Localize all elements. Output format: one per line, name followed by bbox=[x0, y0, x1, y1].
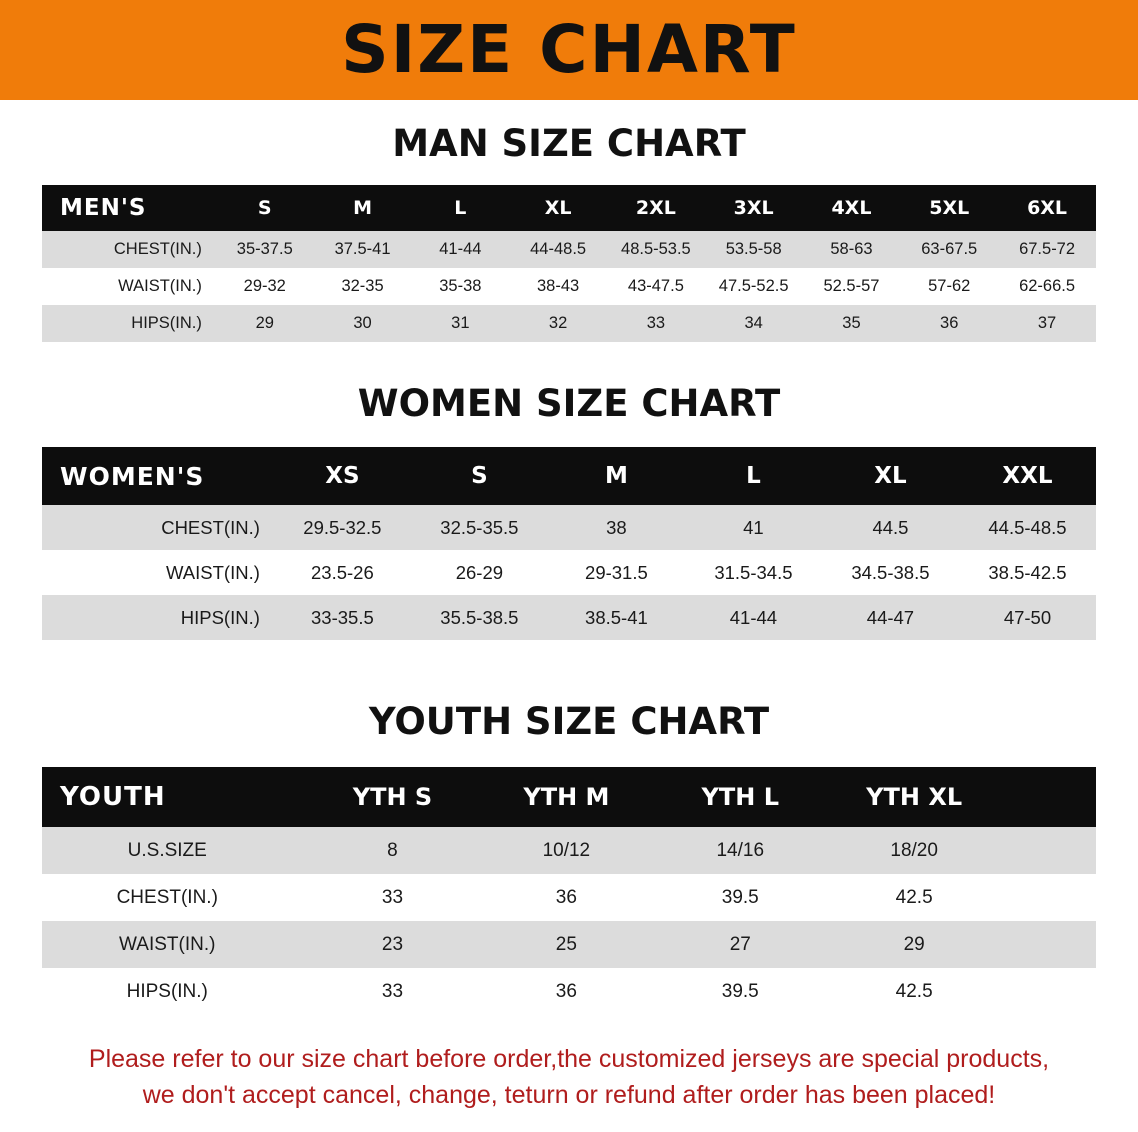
table-cell: 39.5 bbox=[653, 968, 827, 1015]
table-row bbox=[42, 268, 1096, 305]
table-cell: 10/12 bbox=[479, 827, 653, 874]
man-section-heading: MAN SIZE CHART bbox=[392, 122, 746, 165]
women-size-xs: XS bbox=[274, 447, 411, 505]
table-cell: 41-44 bbox=[411, 231, 509, 268]
table-row bbox=[42, 921, 1096, 968]
table-cell: 39.5 bbox=[653, 874, 827, 921]
man-size-m: M bbox=[314, 185, 412, 231]
table-cell: 32.5-35.5 bbox=[411, 505, 548, 550]
table-cell: 29-32 bbox=[216, 268, 314, 305]
table-cell: 36 bbox=[900, 305, 998, 342]
women-table-header bbox=[42, 447, 1096, 505]
youth-row-label-chest: CHEST(IN.) bbox=[42, 874, 306, 921]
table-cell: 44.5 bbox=[822, 505, 959, 550]
table-cell: 62-66.5 bbox=[998, 268, 1096, 305]
table-cell: 38.5-41 bbox=[548, 595, 685, 640]
women-header-label: WOMEN'S bbox=[42, 447, 274, 505]
table-row bbox=[42, 550, 1096, 595]
table-cell: 25 bbox=[479, 921, 653, 968]
women-size-s: S bbox=[411, 447, 548, 505]
women-size-xxl: XXL bbox=[959, 447, 1096, 505]
table-cell: 47-50 bbox=[959, 595, 1096, 640]
man-size-4xl: 4XL bbox=[803, 185, 901, 231]
youth-section-heading: YOUTH SIZE CHART bbox=[368, 700, 770, 743]
man-size-6xl: 6XL bbox=[998, 185, 1096, 231]
table-header-row bbox=[42, 447, 1096, 505]
table-cell: 23.5-26 bbox=[274, 550, 411, 595]
table-cell: 29.5-32.5 bbox=[274, 505, 411, 550]
table-cell: 36 bbox=[479, 968, 653, 1015]
table-cell-spacer bbox=[1001, 874, 1096, 921]
table-cell: 34 bbox=[705, 305, 803, 342]
table-cell: 43-47.5 bbox=[607, 268, 705, 305]
size-chart-banner bbox=[0, 0, 1138, 100]
youth-size-s: YTH S bbox=[306, 767, 480, 827]
table-cell: 38.5-42.5 bbox=[959, 550, 1096, 595]
table-cell: 18/20 bbox=[827, 827, 1001, 874]
youth-size-m: YTH M bbox=[479, 767, 653, 827]
table-cell: 63-67.5 bbox=[900, 231, 998, 268]
table-cell: 26-29 bbox=[411, 550, 548, 595]
man-size-3xl: 3XL bbox=[705, 185, 803, 231]
youth-size-table-wrap bbox=[42, 767, 1096, 1015]
table-cell: 41-44 bbox=[685, 595, 822, 640]
women-size-xl: XL bbox=[822, 447, 959, 505]
table-cell: 33 bbox=[607, 305, 705, 342]
women-size-table-wrap bbox=[42, 447, 1096, 640]
table-cell-spacer bbox=[1001, 921, 1096, 968]
table-cell: 35.5-38.5 bbox=[411, 595, 548, 640]
table-cell: 42.5 bbox=[827, 968, 1001, 1015]
man-size-5xl: 5XL bbox=[900, 185, 998, 231]
youth-size-l: YTH L bbox=[653, 767, 827, 827]
table-cell: 30 bbox=[314, 305, 412, 342]
table-cell: 31.5-34.5 bbox=[685, 550, 822, 595]
policy-note bbox=[38, 1041, 1100, 1114]
table-cell: 44.5-48.5 bbox=[959, 505, 1096, 550]
man-row-label-waist: WAIST(IN.) bbox=[42, 268, 216, 305]
youth-header-label: YOUTH bbox=[42, 767, 306, 827]
youth-size-table bbox=[42, 767, 1096, 1015]
table-cell: 29 bbox=[216, 305, 314, 342]
table-cell: 29 bbox=[827, 921, 1001, 968]
man-size-xl: XL bbox=[509, 185, 607, 231]
table-cell: 32 bbox=[509, 305, 607, 342]
table-cell: 35 bbox=[803, 305, 901, 342]
table-cell: 47.5-52.5 bbox=[705, 268, 803, 305]
table-cell-spacer bbox=[1001, 968, 1096, 1015]
table-row bbox=[42, 595, 1096, 640]
table-cell: 33-35.5 bbox=[274, 595, 411, 640]
youth-size-xl: YTH XL bbox=[827, 767, 1001, 827]
man-size-l: L bbox=[411, 185, 509, 231]
table-row bbox=[42, 305, 1096, 342]
women-size-m: M bbox=[548, 447, 685, 505]
table-cell: 34.5-38.5 bbox=[822, 550, 959, 595]
table-cell: 14/16 bbox=[653, 827, 827, 874]
table-header-row bbox=[42, 185, 1096, 231]
table-cell: 33 bbox=[306, 874, 480, 921]
table-cell: 38 bbox=[548, 505, 685, 550]
man-header-label: MEN'S bbox=[42, 185, 216, 231]
table-row bbox=[42, 874, 1096, 921]
table-row bbox=[42, 505, 1096, 550]
table-cell: 31 bbox=[411, 305, 509, 342]
table-cell: 58-63 bbox=[803, 231, 901, 268]
man-table-header bbox=[42, 185, 1096, 231]
table-cell: 35-37.5 bbox=[216, 231, 314, 268]
table-row bbox=[42, 231, 1096, 268]
table-cell: 29-31.5 bbox=[548, 550, 685, 595]
table-cell: 8 bbox=[306, 827, 480, 874]
table-cell: 53.5-58 bbox=[705, 231, 803, 268]
man-size-s: S bbox=[216, 185, 314, 231]
table-header-row bbox=[42, 767, 1096, 827]
man-size-table bbox=[42, 185, 1096, 342]
women-row-label-waist: WAIST(IN.) bbox=[42, 550, 274, 595]
table-cell: 32-35 bbox=[314, 268, 412, 305]
women-table-body bbox=[42, 505, 1096, 640]
table-row bbox=[42, 968, 1096, 1015]
table-cell: 52.5-57 bbox=[803, 268, 901, 305]
policy-note-line-1: Please refer to our size chart before order,the customized jerseys are special products, bbox=[88, 1045, 1050, 1073]
women-size-l: L bbox=[685, 447, 822, 505]
table-cell: 38-43 bbox=[509, 268, 607, 305]
man-row-label-hips: HIPS(IN.) bbox=[42, 305, 216, 342]
table-cell: 35-38 bbox=[411, 268, 509, 305]
table-cell: 44-48.5 bbox=[509, 231, 607, 268]
table-cell: 37.5-41 bbox=[314, 231, 412, 268]
table-cell: 57-62 bbox=[900, 268, 998, 305]
youth-row-label-hips: HIPS(IN.) bbox=[42, 968, 306, 1015]
youth-row-label-us-size: U.S.SIZE bbox=[42, 827, 306, 874]
table-cell: 37 bbox=[998, 305, 1096, 342]
women-row-label-chest: CHEST(IN.) bbox=[42, 505, 274, 550]
man-size-2xl: 2XL bbox=[607, 185, 705, 231]
table-cell: 41 bbox=[685, 505, 822, 550]
table-cell: 36 bbox=[479, 874, 653, 921]
youth-header-spacer bbox=[1001, 767, 1096, 827]
policy-note-line-2: we don't accept cancel, change, teturn or refund after order has been placed! bbox=[142, 1081, 996, 1110]
youth-row-label-waist: WAIST(IN.) bbox=[42, 921, 306, 968]
man-row-label-chest: CHEST(IN.) bbox=[42, 231, 216, 268]
man-table-body bbox=[42, 231, 1096, 342]
table-cell: 33 bbox=[306, 968, 480, 1015]
table-cell-spacer bbox=[1001, 827, 1096, 874]
table-cell: 67.5-72 bbox=[998, 231, 1096, 268]
table-cell: 42.5 bbox=[827, 874, 1001, 921]
page-title: SIZE CHART bbox=[341, 11, 797, 88]
women-size-table bbox=[42, 447, 1096, 640]
table-cell: 44-47 bbox=[822, 595, 959, 640]
table-cell: 48.5-53.5 bbox=[607, 231, 705, 268]
table-row bbox=[42, 827, 1096, 874]
table-cell: 23 bbox=[306, 921, 480, 968]
man-size-table-wrap bbox=[42, 185, 1096, 342]
table-cell: 27 bbox=[653, 921, 827, 968]
youth-table-body bbox=[42, 827, 1096, 1015]
youth-table-header bbox=[42, 767, 1096, 827]
women-section-heading: WOMEN SIZE CHART bbox=[357, 382, 781, 425]
women-row-label-hips: HIPS(IN.) bbox=[42, 595, 274, 640]
